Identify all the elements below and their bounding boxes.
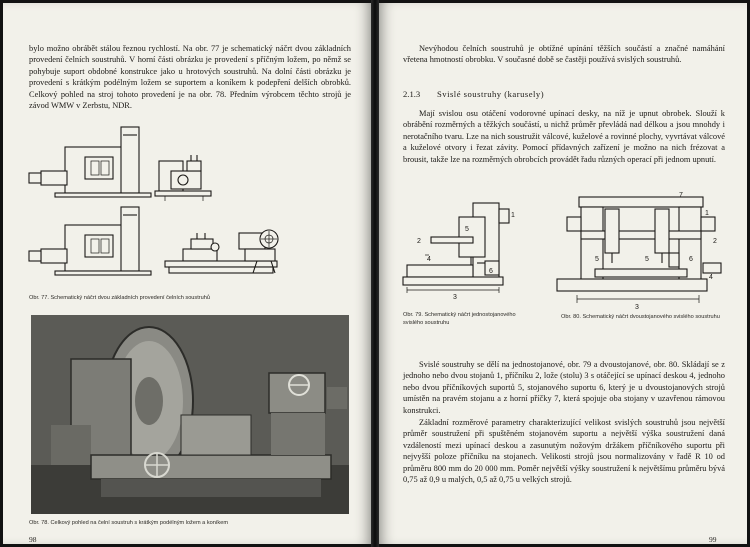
- figure-77-caption: Obr. 77. Schematický náčrt dvou základních provedení čelních soustruhů: [29, 295, 210, 301]
- section-heading: [403, 89, 544, 100]
- fig79-label-2: 2: [417, 238, 421, 245]
- fig79-label-5: 5: [465, 226, 469, 233]
- fig80-label-5a: 5: [595, 256, 599, 263]
- right-paragraph-2: Mají svislou osu otáčení vodorovné upínací desky, na níž je upnut obrobek. Slouží k obrábění rozměrných a těžkých součástí, u nichž průměr převládá nad délkou a jsou mnohdy i nerotačního tvaru. Lze na nich soustružit válcové, kuželové a rovinné plochy, vyvrtávat válcové a kuželové otvory i řezat závity. Pomocí přídavných zařízení je možno na nich frézovat a brousit, takže lze na rozměrných obrobcích provádět řadu různých operací při jednom upnutí.: [403, 109, 725, 164]
- figure-79-caption: Obr. 79. Schematický náčrt jednostojanového svislého soustruhu: [403, 312, 516, 326]
- left-paragraph-1: bylo možno obrábět stálou řeznou rychlostí. Na obr. 77 je schematický náčrt dvou základních provedení čelních soustruhů. V horní části obrázku je provedení s příčným ložem, po němž se pohybuje suport obdobné konstrukce jako u hrotových soustruhů. Na dolní části obrázku je provedení s krátkým podélným ložem se suportem a koníkem k podepření delších obrobků. Celkový pohled na stroj tohoto provedení je na obr. 78. Předním výrobcem těchto strojů je závod WMW v Zerbstu, NDR.: [29, 44, 351, 111]
- figure-78-caption: Obr. 78. Celkový pohled na čelní soustruh s krátkým podélným ložem a koníkem: [29, 520, 228, 526]
- face-lathe-upper-drawing: [29, 127, 211, 201]
- face-lathe-photo-illustration: [31, 315, 349, 514]
- section-title: Svislé soustruhy (karusely): [437, 89, 545, 99]
- fig80-label-1: 1: [705, 210, 709, 217]
- fig80-label-6: 6: [689, 256, 693, 263]
- fig79-label-1: 1: [511, 212, 515, 219]
- fig80-label-5b: 5: [645, 256, 649, 263]
- figure-80-caption: Obr. 80. Schematický náčrt dvoustojanového svislého soustruhu: [561, 314, 720, 320]
- figure-79-drawing: [403, 195, 553, 305]
- fig80-label-7: 7: [679, 192, 683, 199]
- fig79-label-3: 3: [453, 294, 457, 301]
- face-lathe-lower-drawing: [29, 207, 278, 275]
- figure-78-photo: [31, 315, 349, 514]
- fig79-label-6: 6: [489, 268, 493, 275]
- figure-80-drawing: [557, 187, 727, 311]
- book-gutter: [371, 0, 379, 547]
- fig79-label-4: 4: [427, 256, 431, 263]
- section-number: 2.1.3: [403, 89, 421, 99]
- fig80-label-4: 4: [709, 274, 713, 281]
- fig80-label-3: 3: [635, 304, 639, 311]
- right-page-number: 99: [709, 535, 717, 544]
- right-paragraph-3: Svislé soustruhy se dělí na jednostojanové, obr. 79 a dvoustojanové, obr. 80. Skládají se z jednoho nebo dvou stojanů 1, příčníku 2, lože (stolu) 3 s otáčející se upínací deskou 4, jednoho nebo dvou příčníkových suportů 5, stojanového suportu 6, který je u dvoustojanových strojů umístěn na pravém stojanu a z horní příčky 7, která spojuje oba stojany v uzavřenou rámovou konstrukci.: [403, 360, 725, 415]
- right-page: [379, 3, 747, 544]
- left-page: [3, 3, 371, 544]
- right-paragraph-4: Základní rozměrové parametry charakterizující velikost svislých soustruhů jsou největší průměr soustružení při spuštěném stojanovém suportu a největší výška soustružení daná vzdáleností mezi upínací deskou a zasunutým nožovým držákem příčníkového suportu při nejvyšší poloze příčníku na stojanech. Velikosti strojů jsou normalizovány v řadě R 10 od průměru 800 mm do 20 000 mm. Poměr největší výšky soustružení k největšímu průměru bývá 0,75 až 0,9 u malých, 0,5 až 0,75 u velkých strojů.: [403, 418, 725, 485]
- fig80-label-2: 2: [713, 238, 717, 245]
- figure-77-drawing: [25, 121, 355, 293]
- left-page-number: 98: [29, 535, 37, 544]
- right-paragraph-1: Nevýhodou čelních soustruhů je obtížné upínání těžších součástí a značné namáhání vřetena hmotností obrobku. V současné době se častěji používá svislých soustruhů.: [403, 44, 725, 65]
